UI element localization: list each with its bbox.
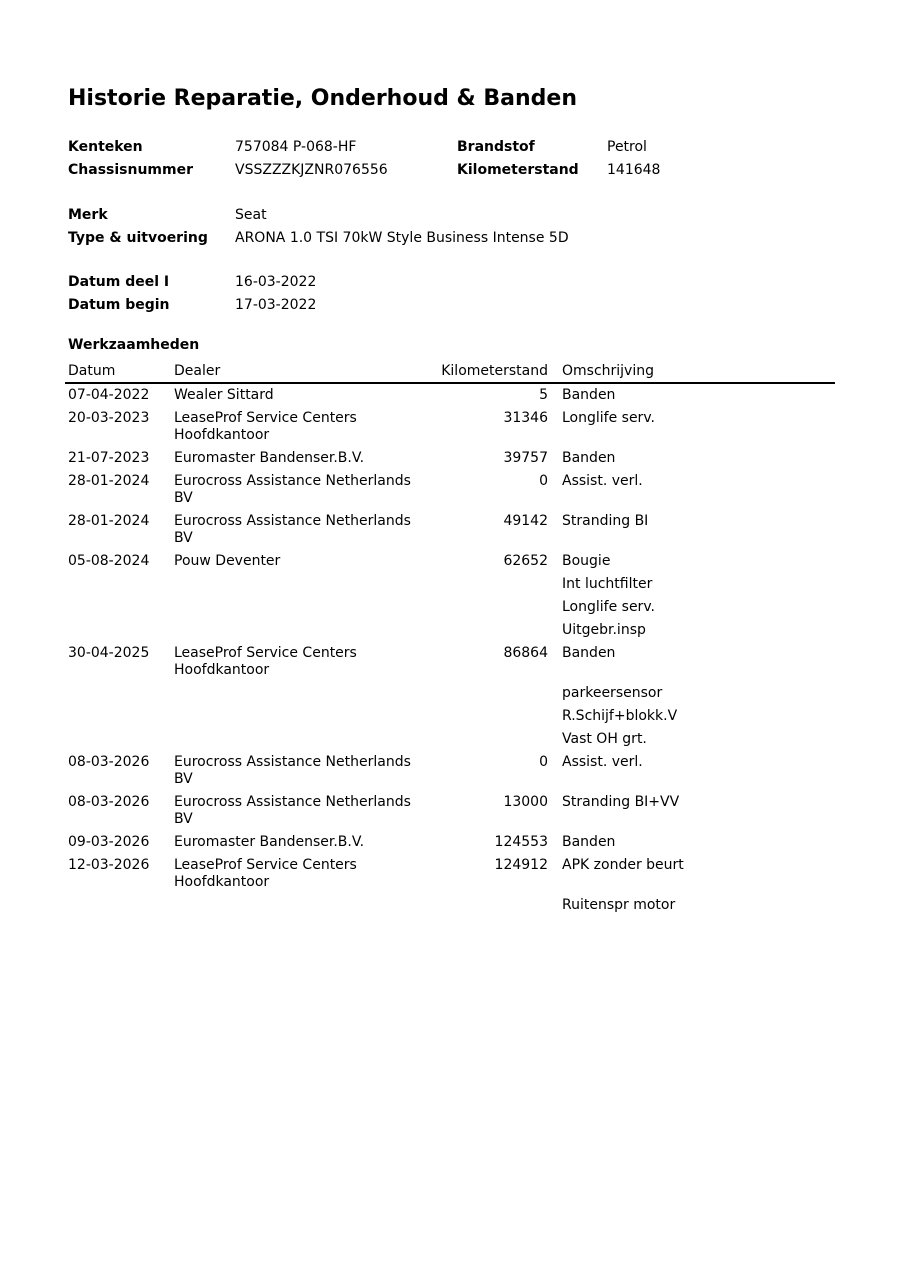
row-date: 05-08-2024	[68, 553, 150, 569]
table-row-continuation	[65, 596, 835, 619]
table-row-continuation	[65, 705, 835, 728]
row-date: 28-01-2024	[68, 473, 150, 489]
row-dealer: Eurocross Assistance Netherlands BV	[174, 754, 411, 787]
table-row-continuation	[65, 894, 835, 917]
row-desc: Ruitenspr motor	[562, 897, 676, 913]
row-desc: R.Schijf+blokk.V	[562, 708, 678, 724]
row-dealer: LeaseProf Service Centers Hoofdkantoor	[174, 645, 357, 678]
table-row-continuation	[65, 573, 835, 596]
chassis-value: VSSZZZKJZNR076556	[235, 162, 388, 178]
table-row	[65, 791, 835, 831]
table-header-row	[65, 361, 835, 383]
vehicle-dates-block	[68, 271, 838, 317]
table-row	[65, 383, 835, 407]
row-dealer: Euromaster Bandenser.B.V.	[174, 834, 365, 850]
table-row-continuation	[65, 619, 835, 642]
row-desc: Uitgebr.insp	[562, 622, 646, 638]
row-desc: Longlife serv.	[562, 410, 655, 426]
header-kilometerstand: Kilometerstand	[417, 361, 559, 383]
kilometerstand-value: 141648	[607, 162, 661, 178]
document-page	[68, 84, 838, 913]
table-row	[65, 831, 835, 854]
row-desc: Banden	[562, 645, 616, 661]
table-row	[65, 407, 835, 447]
type-value: ARONA 1.0 TSI 70kW Style Business Intense 5D	[235, 230, 569, 246]
werkzaamheden-title: Werkzaamheden	[68, 337, 200, 353]
type-label: Type & uitvoering	[68, 230, 208, 246]
info-row-datum-deel	[68, 271, 838, 294]
table-row	[65, 510, 835, 550]
row-desc: Assist. verl.	[562, 754, 643, 770]
row-dealer: Eurocross Assistance Netherlands BV	[174, 513, 411, 546]
table-row	[65, 447, 835, 470]
row-dealer: Euromaster Bandenser.B.V.	[174, 450, 365, 466]
row-desc: Longlife serv.	[562, 599, 655, 615]
row-date: 09-03-2026	[68, 834, 150, 850]
row-desc: Vast OH grt.	[562, 731, 647, 747]
row-date: 12-03-2026	[68, 857, 150, 873]
row-km: 13000	[503, 794, 548, 810]
table-row	[65, 470, 835, 510]
info-row-merk	[68, 204, 838, 227]
row-desc: Bougie	[562, 553, 611, 569]
row-km: 39757	[503, 450, 548, 466]
row-desc: Banden	[562, 450, 616, 466]
info-row-type	[68, 227, 838, 250]
chassis-label: Chassisnummer	[68, 162, 193, 178]
row-km: 86864	[503, 645, 548, 661]
row-dealer: LeaseProf Service Centers Hoofdkantoor	[174, 410, 357, 443]
kenteken-value: 757084 P-068-HF	[235, 139, 357, 155]
kenteken-label: Kenteken	[68, 139, 143, 155]
table-row	[65, 642, 835, 682]
row-dealer: Wealer Sittard	[174, 387, 274, 403]
merk-value: Seat	[235, 207, 267, 223]
row-date: 08-03-2026	[68, 754, 150, 770]
row-dealer: Eurocross Assistance Netherlands BV	[174, 473, 411, 506]
row-date: 08-03-2026	[68, 794, 150, 810]
row-desc: Stranding BI	[562, 513, 649, 529]
row-desc: Stranding BI+VV	[562, 794, 680, 810]
row-date: 21-07-2023	[68, 450, 150, 466]
row-desc: Banden	[562, 387, 616, 403]
row-km: 0	[539, 754, 548, 770]
row-km: 124912	[494, 857, 548, 873]
brandstof-label: Brandstof	[457, 139, 535, 155]
row-desc: Banden	[562, 834, 616, 850]
header-dealer: Dealer	[171, 361, 417, 383]
row-desc: APK zonder beurt	[562, 857, 684, 873]
merk-label: Merk	[68, 207, 108, 223]
row-desc: Int luchtfilter	[562, 576, 653, 592]
row-dealer: Pouw Deventer	[174, 553, 281, 569]
row-km: 5	[539, 387, 548, 403]
row-km: 124553	[494, 834, 548, 850]
table-row	[65, 751, 835, 791]
kilometerstand-label: Kilometerstand	[457, 162, 579, 178]
vehicle-id-block	[68, 136, 838, 182]
row-km: 49142	[503, 513, 548, 529]
row-km: 62652	[503, 553, 548, 569]
werkzaamheden-table	[65, 361, 835, 917]
row-date: 20-03-2023	[68, 410, 150, 426]
row-km: 31346	[503, 410, 548, 426]
info-row-datum-begin	[68, 294, 838, 317]
datum-begin-label: Datum begin	[68, 297, 170, 313]
page-title: Historie Reparatie, Onderhoud & Banden	[68, 86, 577, 111]
datum-begin-value: 17-03-2022	[235, 297, 317, 313]
row-dealer: LeaseProf Service Centers Hoofdkantoor	[174, 857, 357, 890]
table-row-continuation	[65, 682, 835, 705]
row-desc: Assist. verl.	[562, 473, 643, 489]
vehicle-model-block	[68, 204, 838, 250]
row-date: 30-04-2025	[68, 645, 150, 661]
row-dealer: Eurocross Assistance Netherlands BV	[174, 794, 411, 827]
info-row-chassis	[68, 159, 838, 182]
row-date: 07-04-2022	[68, 387, 150, 403]
header-omschrijving: Omschrijving	[559, 361, 835, 383]
info-row-kenteken	[68, 136, 838, 159]
table-row	[65, 550, 835, 573]
row-desc: parkeersensor	[562, 685, 663, 701]
datum-deel-label: Datum deel I	[68, 274, 170, 290]
row-date: 28-01-2024	[68, 513, 150, 529]
brandstof-value: Petrol	[607, 139, 647, 155]
row-km: 0	[539, 473, 548, 489]
table-row-continuation	[65, 728, 835, 751]
table-row	[65, 854, 835, 894]
header-datum: Datum	[65, 361, 171, 383]
datum-deel-value: 16-03-2022	[235, 274, 317, 290]
